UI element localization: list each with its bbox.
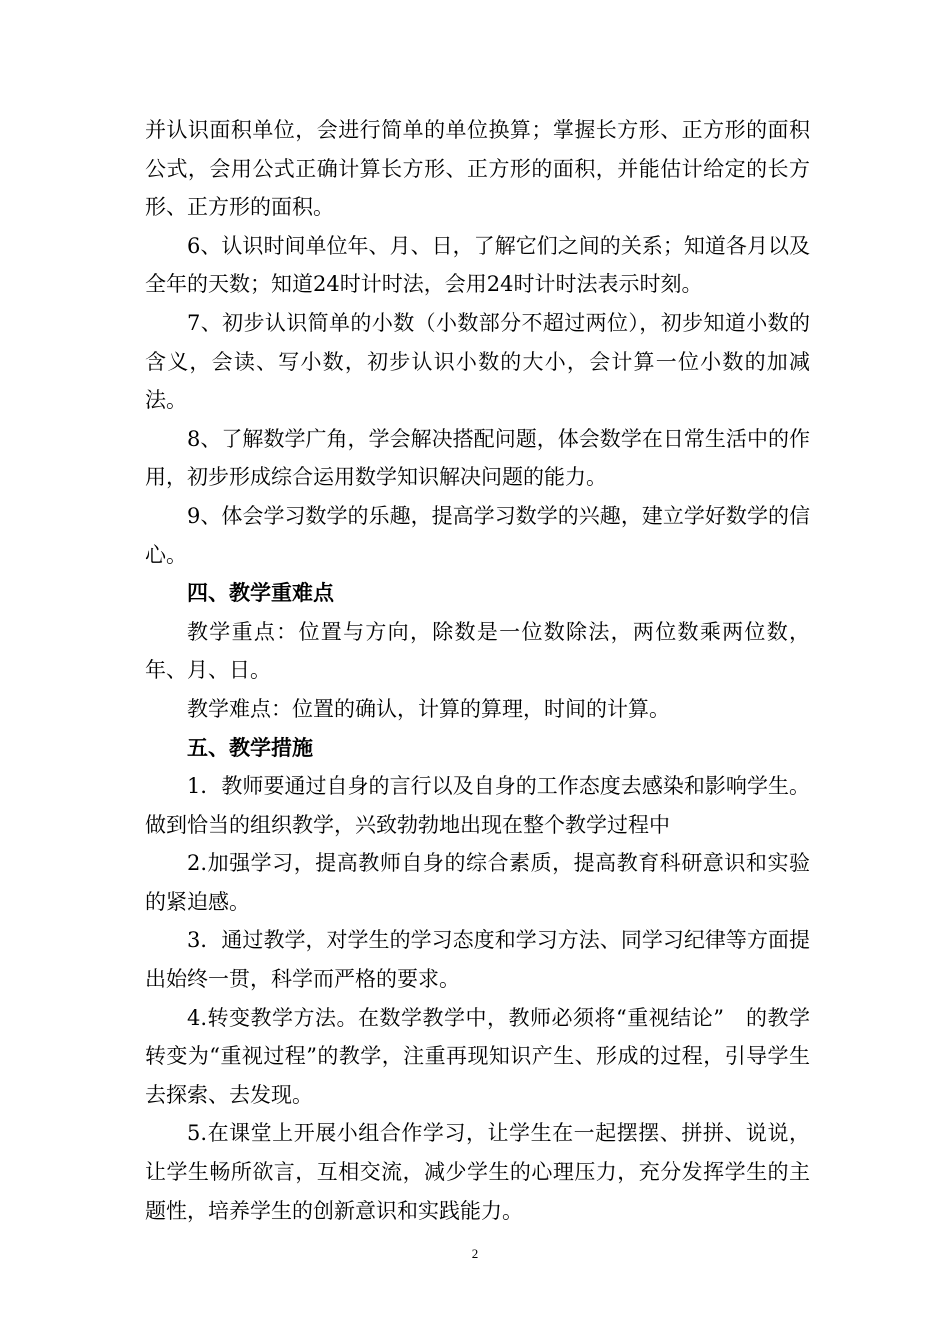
- paragraph-time-units: 6、认识时间单位年、月、日，了解它们之间的关系；知道各月以及全年的天数；知道24时计时法，会用24时计时法表示时刻。: [145, 233, 810, 297]
- paragraph-math-interest: 9、体会学习数学的乐趣，提高学习数学的兴趣，建立学好数学的信心。: [145, 503, 810, 567]
- section-heading-key-points: 四、教学重难点: [187, 581, 334, 606]
- paragraph-teaching-focus: 教学重点：位置与方向，除数是一位数除法，两位数乘两位数，年、月、日。: [145, 619, 810, 683]
- paragraph-measure-3: 3．通过教学，对学生的学习态度和学习方法、同学习纪律等方面提出始终一贯，科学而严格的要求。: [145, 928, 810, 992]
- paragraph-measure-1: 1．教师要通过自身的言行以及自身的工作态度去感染和影响学生。做到恰当的组织教学，兴致勃勃地出现在整个教学过程中: [145, 774, 810, 837]
- paragraph-measure-4: 4.转变教学方法。在数学教学中，教师必须将“重视结论” 的教学转变为“重视过程”的教学，注重再现知识产生、形成的过程，引导学生去探索、去发现。: [145, 1005, 810, 1107]
- paragraph-math-corner: 8、了解数学广角，学会解决搭配问题，体会数学在日常生活中的作用，初步形成综合运用数学知识解决问题的能力。: [145, 426, 810, 490]
- paragraph-area-units: 并认识面积单位，会进行简单的单位换算；掌握长方形、正方形的面积公式，会用公式正确计算长方形、正方形的面积，并能估计给定的长方形、正方形的面积。: [145, 118, 810, 220]
- paragraph-measure-5: 5.在课堂上开展小组合作学习，让学生在一起摆摆、拼拼、说说，让学生畅所欲言，互相交流，减少学生的心理压力，充分发挥学生的主题性，培养学生的创新意识和实践能力。: [145, 1121, 810, 1223]
- section-heading-measures: 五、教学措施: [187, 735, 313, 760]
- page-body: [145, 111, 810, 1230]
- paragraph-measure-2: 2.加强学习，提高教师自身的综合素质，提高教育科研意识和实验的紧迫感。: [145, 851, 810, 914]
- paragraph-decimals: 7、初步认识简单的小数（小数部分不超过两位），初步知道小数的含义，会读、写小数，初步认识小数的大小，会计算一位小数的加减法。: [145, 310, 810, 413]
- page-number: 2: [471, 1246, 479, 1261]
- paragraph-teaching-difficulty: 教学难点：位置的确认，计算的算理，时间的计算。: [187, 696, 670, 721]
